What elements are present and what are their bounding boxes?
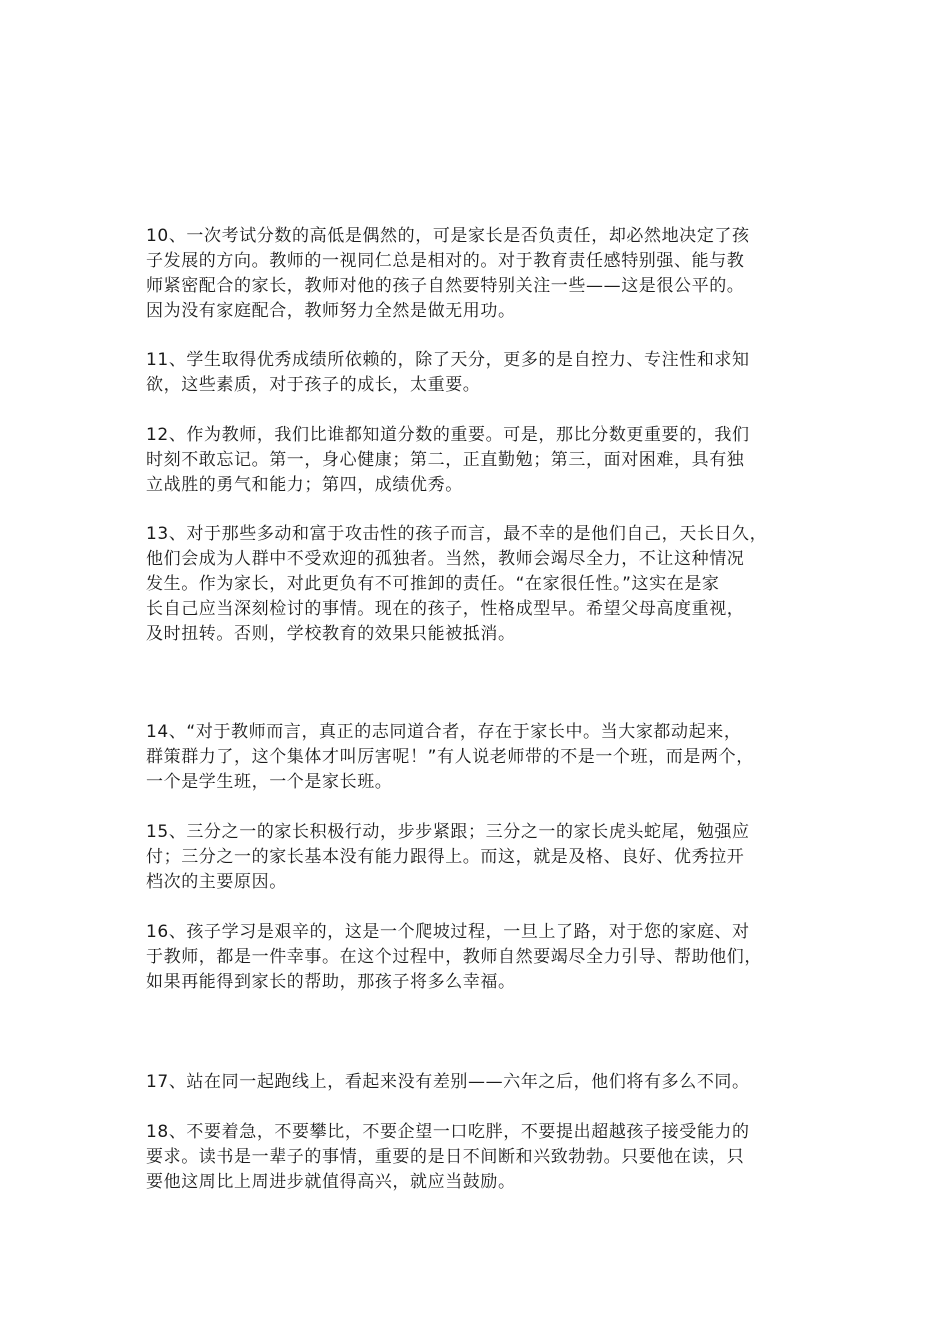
paragraph-line: 时刻不敢忘记。第一，身心健康；第二，正直勤勉；第三，面对困难，具有独: [146, 450, 745, 470]
paragraph-18: [146, 1120, 814, 1195]
paragraph-14: [146, 720, 814, 795]
paragraph-16: [146, 920, 814, 995]
paragraph-line: 他们会成为人群中不受欢迎的孤独者。当然，教师会竭尽全力，不让这种情况: [146, 549, 745, 569]
paragraph-line: 要求。读书是一辈子的事情，重要的是日不间断和兴致勃勃。只要他在读，只: [146, 1147, 745, 1167]
paragraph-line: 付；三分之一的家长基本没有能力跟得上。而这，就是及格、良好、优秀拉开: [146, 847, 745, 867]
paragraph-line: 子发展的方向。教师的一视同仁总是相对的。对于教育责任感特别强、能与教: [146, 251, 745, 271]
paragraph-line: 档次的主要原因。: [146, 872, 287, 892]
paragraph-line: 于教师，都是一件幸事。在这个过程中，教师自然要竭尽全力引导、帮助他们，: [146, 947, 762, 967]
paragraph-line: 如果再能得到家长的帮助，那孩子将多么幸福。: [146, 972, 516, 992]
paragraph-line: 13、对于那些多动和富于攻击性的孩子而言，最不幸的是他们自己，天长日久，: [146, 524, 768, 544]
paragraph-line: 因为没有家庭配合，教师努力全然是做无用功。: [146, 301, 516, 321]
paragraph-line: 欲，这些素质，对于孩子的成长，太重要。: [146, 375, 481, 395]
paragraph-15: [146, 820, 814, 895]
paragraph-line: 11、学生取得优秀成绩所依赖的，除了天分，更多的是自控力、专注性和求知: [146, 350, 750, 370]
paragraph-line: 立战胜的勇气和能力；第四，成绩优秀。: [146, 475, 463, 495]
paragraph-line: 要他这周比上周进步就值得高兴，就应当鼓励。: [146, 1172, 516, 1192]
paragraph-17: [146, 1070, 814, 1095]
paragraph-line: 长自己应当深刻检讨的事情。现在的孩子，性格成型早。希望父母高度重视，: [146, 599, 745, 619]
paragraph-line: 师紧密配合的家长，教师对他的孩子自然要特别关注一些——这是很公平的。: [146, 276, 745, 296]
paragraph-12: [146, 423, 814, 498]
paragraph-line: 及时扭转。否则，学校教育的效果只能被抵消。: [146, 624, 516, 644]
paragraph-11: [146, 348, 814, 398]
paragraph-line: 17、站在同一起跑线上，看起来没有差别——六年之后，他们将有多么不同。: [146, 1072, 750, 1092]
paragraph-line: 群策群力了，这个集体才叫厉害呢！”有人说老师带的不是一个班，而是两个，: [146, 747, 754, 767]
paragraph-13: [146, 522, 814, 647]
paragraph-line: 12、作为教师，我们比谁都知道分数的重要。可是，那比分数更重要的，我们: [146, 425, 750, 445]
paragraph-line: 15、三分之一的家长积极行动，步步紧跟；三分之一的家长虎头蛇尾，勉强应: [146, 822, 750, 842]
paragraph-line: 一个是学生班，一个是家长班。: [146, 772, 393, 792]
paragraph-line: 发生。作为家长，对此更负有不可推卸的责任。“在家很任性。”这实在是家: [146, 574, 720, 594]
paragraph-line: 18、不要着急，不要攀比，不要企望一口吃胖，不要提出超越孩子接受能力的: [146, 1122, 750, 1142]
paragraph-10: [146, 224, 814, 324]
paragraph-line: 14、“对于教师而言，真正的志同道合者，存在于家长中。当大家都动起来，: [146, 722, 742, 742]
paragraph-line: 16、孩子学习是艰辛的，这是一个爬坡过程，一旦上了路，对于您的家庭、对: [146, 922, 750, 942]
paragraph-line: 10、一次考试分数的高低是偶然的，可是家长是否负责任，却必然地决定了孩: [146, 226, 750, 246]
